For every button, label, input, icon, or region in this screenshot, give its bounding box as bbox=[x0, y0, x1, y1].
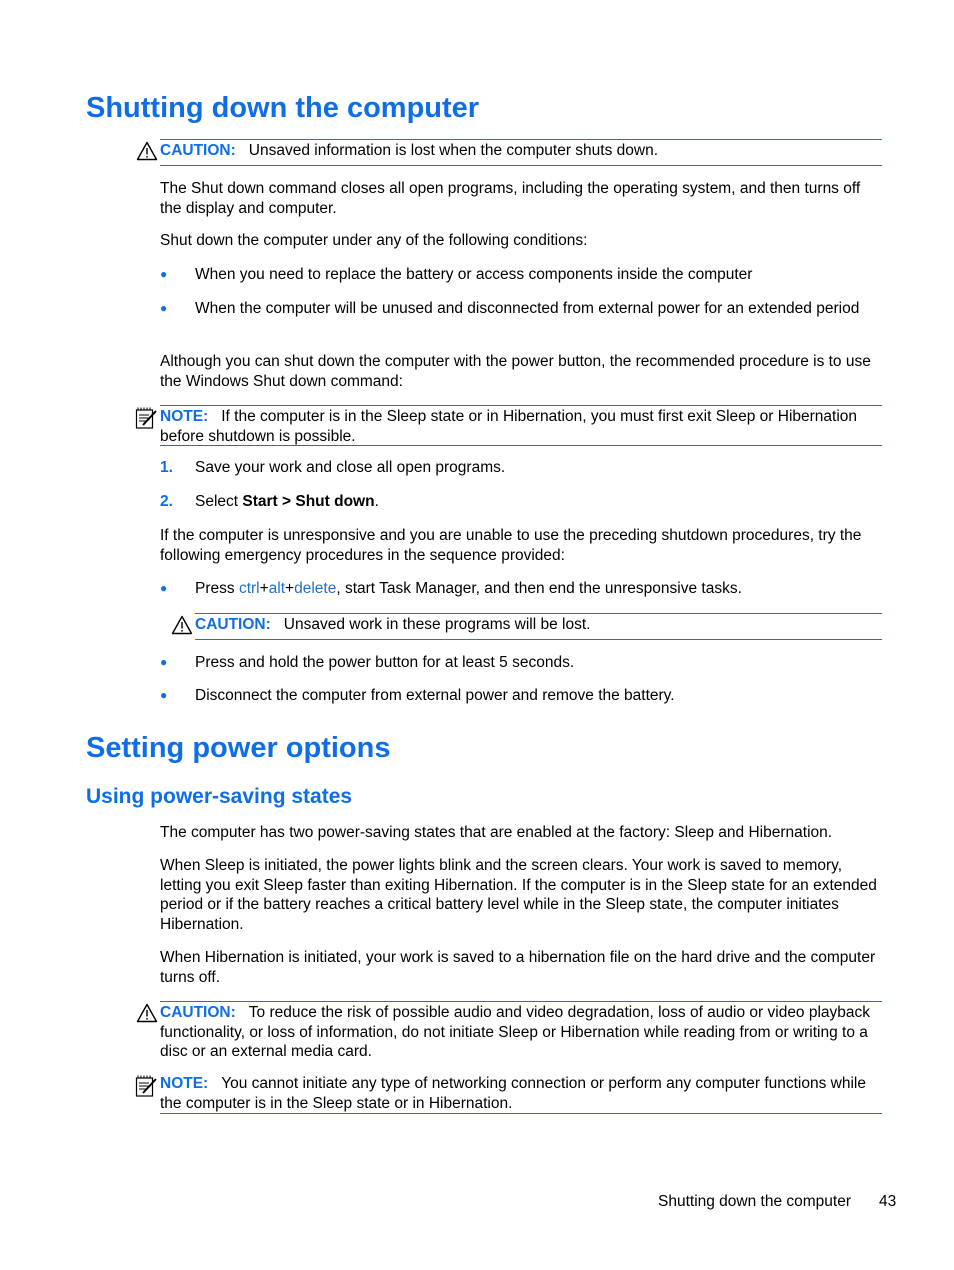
footer-section-name: Shutting down the computer bbox=[658, 1193, 852, 1210]
step-number: 1. bbox=[160, 459, 173, 476]
step-number: 2. bbox=[160, 493, 173, 510]
note-box bbox=[160, 1073, 882, 1114]
paragraph: When Hibernation is initiated, your work is saved to a hibernation file on the hard drive and the computer turns off. bbox=[160, 949, 876, 986]
list-item: Disconnect the computer from external power and remove the battery. bbox=[195, 687, 675, 704]
list-item: Press ctrl+alt+delete, start Task Manager, and then end the unresponsive tasks. bbox=[195, 580, 742, 597]
note-label: NOTE: bbox=[160, 1075, 209, 1092]
paragraph: If the computer is unresponsive and you are unable to use the preceding shutdown procedures, try the following emergency procedures in the sequence provided: bbox=[160, 527, 862, 564]
list-item: When the computer will be unused and disconnected from external power for an extended period bbox=[195, 300, 860, 317]
warning-triangle-icon bbox=[171, 615, 193, 635]
note-pad-icon bbox=[135, 406, 158, 430]
key-link-ctrl[interactable]: ctrl bbox=[238, 580, 260, 597]
warning-triangle-icon bbox=[136, 1003, 158, 1023]
step-text: Save your work and close all open programs. bbox=[195, 459, 506, 476]
bullet-icon: ● bbox=[160, 688, 168, 702]
note-text: You cannot initiate any type of networking connection or perform any computer functions while the computer is in the Sleep state or in Hibernation. bbox=[160, 1075, 866, 1112]
caution-text: Unsaved work in these programs will be lost. bbox=[283, 616, 591, 633]
bullet-icon: ● bbox=[160, 581, 168, 595]
caution-label: CAUTION: bbox=[160, 142, 236, 159]
bullet-icon: ● bbox=[160, 655, 168, 669]
caution-text: Unsaved information is lost when the computer shuts down. bbox=[248, 142, 659, 159]
caution-box bbox=[160, 139, 882, 166]
note-pad-icon bbox=[135, 1074, 158, 1098]
bullet-icon: ● bbox=[160, 301, 168, 315]
paragraph: The Shut down command closes all open programs, including the operating system, and then turns off the display and computer. bbox=[160, 180, 861, 217]
note-box bbox=[160, 405, 882, 446]
caution-label: CAUTION: bbox=[160, 1004, 236, 1021]
caution-text: To reduce the risk of possible audio and video degradation, loss of audio or video playback functionality, or loss of information, do not initiate Sleep or Hibernation while reading from or writing to a disc or an external media card. bbox=[160, 1004, 871, 1060]
note-label: NOTE: bbox=[160, 408, 209, 425]
key-link-delete[interactable]: delete bbox=[294, 580, 337, 597]
step-text: Select Start > Shut down. bbox=[195, 493, 379, 510]
page-title: Shutting down the computer bbox=[86, 92, 480, 124]
note-text: If the computer is in the Sleep state or in Hibernation, you must first exit Sleep or Hibernation before shutdown is possible. bbox=[160, 408, 858, 445]
list-item: When you need to replace the battery or access components inside the computer bbox=[195, 266, 753, 283]
section-title: Setting power options bbox=[86, 732, 391, 764]
key-link-alt[interactable]: alt bbox=[268, 580, 286, 597]
warning-triangle-icon bbox=[136, 141, 158, 161]
caution-box bbox=[160, 1001, 882, 1061]
caution-box bbox=[195, 613, 882, 640]
paragraph: The computer has two power-saving states that are enabled at the factory: Sleep and Hibernation. bbox=[160, 824, 833, 841]
subsection-title: Using power-saving states bbox=[86, 785, 353, 808]
footer-page-number: 43 bbox=[879, 1193, 897, 1210]
paragraph: When Sleep is initiated, the power lights blink and the screen clears. Your work is saved to memory, letting you exit Sleep faster than exiting Hibernation. If the computer is in the Sleep state for an extended period or if the battery reaches a critical battery level while in the Sleep state, the computer initiates Hibernation. bbox=[160, 857, 877, 933]
paragraph: Although you can shut down the computer with the power button, the recommended procedure is to use the Windows Shut down command: bbox=[160, 353, 871, 390]
list-item: Press and hold the power button for at least 5 seconds. bbox=[195, 654, 575, 671]
bullet-icon: ● bbox=[160, 267, 168, 281]
caution-label: CAUTION: bbox=[195, 616, 271, 633]
paragraph: Shut down the computer under any of the following conditions: bbox=[160, 232, 588, 249]
